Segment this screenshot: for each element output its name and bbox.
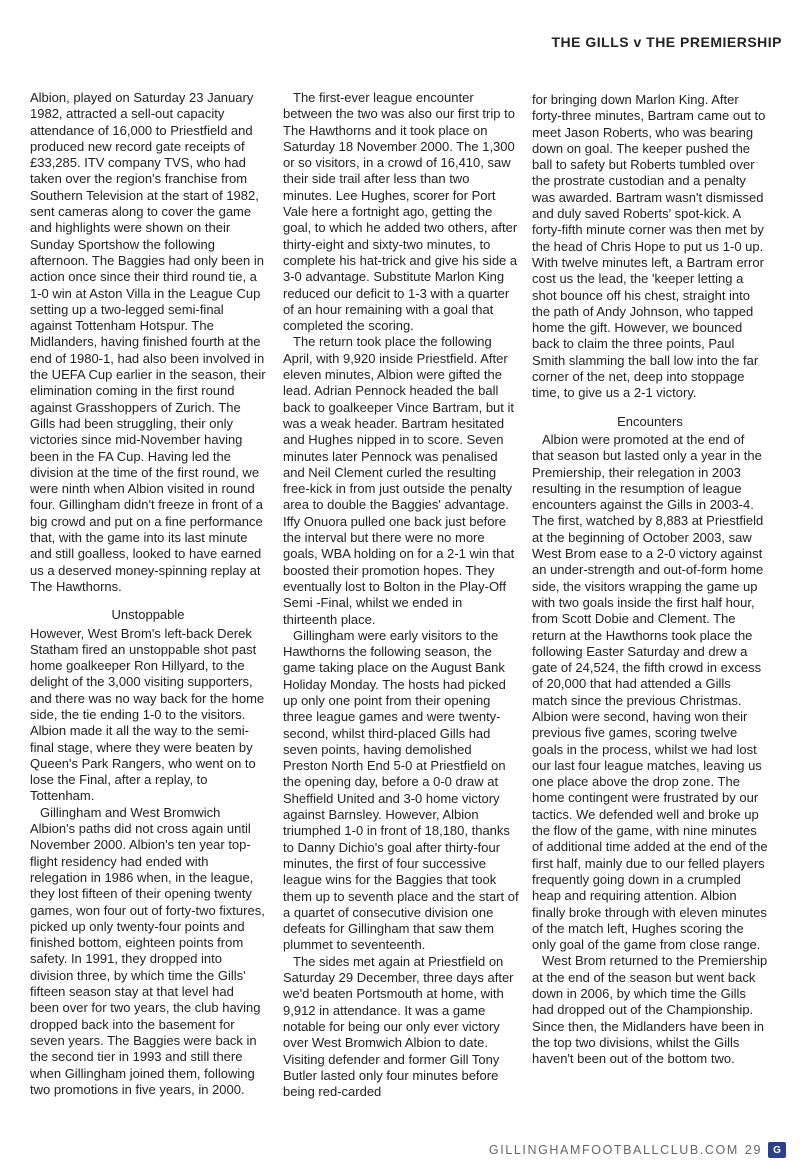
paragraph: However, West Brom's left-back Derek Statham fired an unstoppable shot past home goalkeeper Ron Hillyard, to the delight of the 3,000 visiting supporters, and there was no way back for the home side, the tie ending 1-0 to the visitors. Albion made it all the way to the semi-final stage, where they were beaten by Queen's Park Rangers, who went on to lose the Final, after a replay, to Tottenham. (30, 625, 265, 804)
club-logo-icon: G (768, 1142, 786, 1158)
paragraph: Albion, played on Saturday 23 January 1982, attracted a sell-out capacity attendance of 16,000 to Priestfield and produced new record gate receipts of £33,285. ITV company TVS, who had taken over the region's franchise from Southern Television at the start of 1982, sent cameras along to cover the game and highlights were shown on their Sunday Sportshow the following afternoon. The Baggies had only been in action once since their third round tie, a 1-0 win at Aston Villa in the League Cup setting up a two-legged semi-final against Tottenham Hotspur. The Midlanders, having finished fourth at the end of 1980-1, had also been involved in the UEFA Cup earlier in the season, their elimination coming in the first round against Grasshoppers of Zurich. The Gills had been struggling, their only victories since mid-November having been in the FA Cup. Having led the division at the time of the first round, we were ninth when Albion visited in round four. Gillingham didn't freeze in front of a big crowd and put on a fine performance that, with the game into its last minute and still goalless, looked to have earned us a deserved money-spinning replay at The Hawthorns. (30, 90, 266, 594)
paragraph: Gillingham were early visitors to the Hawthorns the following season, the game taking place on the August Bank Holiday Monday. The hosts had picked up only one point from their opening three league games and were twenty-second, whilst third-placed Gills had seven points, having demolished Preston North End 5-0 at Priestfield on the opening day, before a 0-0 draw at Sheffield United and 3-0 home victory against Barnsley. However, Albion triumphed 1-0 in front of 18,180, thanks to Danny Dichio's goal after thirty-four minutes, the first of four successive league wins for the Baggies that took them up to seventh place and the start of a quartet of consecutive division one defeats for Gillingham that saw them plummet to seventeenth. (283, 627, 519, 953)
column-2 (283, 90, 519, 1100)
column-1 (30, 90, 266, 1098)
page-number: 29 (744, 1143, 762, 1157)
subheading-unstoppable: Unstoppable (111, 607, 185, 623)
paragraph: Gillingham and West Bromwich Albion's paths did not cross again until November 2000. Albion's ten year top-flight residency had ended with relegation in 1986 when, in the league, they lost fifteen of their opening twenty games, won four out of forty-two fixtures, picked up only twenty-four points and finished bottom, eighteen points from safety. In 1991, they dropped into division three, by which time the Gills' fifteen season stay at that level had been over for two years, the club having dropped back into the basement for seven years. The Baggies were back in the second tier in 1993 and still there when Gillingham joined them, following two promotions in five years, in 2000. (30, 804, 265, 1097)
paragraph: for bringing down Marlon King. After forty-three minutes, Bartram came out to meet Jason Roberts, who was bearing down on goal. The keeper pushed the ball to safety but Roberts tumbled over the prostrate custodian and a penalty was awarded. Bartram wasn't dismissed and duly saved Roberts' spot-kick. A forty-fifth minute corner was then met by the head of Chris Hope to put us 1-0 up. With twelve minutes left, a Bartram error cost us the lead, the 'keeper letting a shot bounce off his chest, straight into the path of Andy Johnson, who tapped home the gift. However, we bounced back to claim the three points, Paul Smith slamming the ball low into the far corner of the net, deep into stoppage time, to give us a 2-1 victory. (532, 92, 766, 401)
page-footer (489, 1142, 786, 1158)
paragraph: The return took place the following April, with 9,920 inside Priestfield. After eleven minutes, Albion were gifted the lead. Adrian Pennock headed the ball back to goalkeeper Vince Bartram, but it was a weak header. Bartram hesitated and Hughes nipped in to score. Seven minutes later Pennock was penalised and Neil Clement curled the resulting free-kick in from just outside the penalty area to double the Baggies' advantage. Iffy Onuora pulled one back just before the interval but there were no more goals, WBA holding on for a 2-1 win that boosted their promotion hopes. They eventually lost to Bolton in the Play-Off Semi -Final, whilst we ended in thirteenth place. (283, 334, 515, 627)
column-3 (532, 92, 768, 1068)
paragraph: West Brom returned to the Premiership at the end of the season but went back down in 2006, by which time the Gills had dropped out of the Championship. Since then, the Midlanders have been in the top two divisions, whilst the Gills haven't been out of the bottom two. (532, 953, 768, 1067)
paragraph: Albion were promoted at the end of that season but lasted only a year in the Premiership, their relegation in 2003 resulting in the resumption of league encounters against the Gills in 2003-4. The first, watched by 8,883 at Priestfield at the beginning of October 2003, saw West Brom ease to a 2-0 victory against an under-strength and out-of-form home side, the visitors wrapping the game up with two goals inside the first half hour, from Scott Dobie and Clement. The return at the Hawthorns took place the following Easter Saturday and drew a gate of 24,524, the fifth crowd in excess of 20,000 that had attended a Gills match since the previous Christmas. Albion were second, having won their previous five games, scoring twelve goals in the process, whilst we had lost our last four league matches, leaving us one place above the drop zone. The home contingent were frustrated by our tactics. We defended well and broke up the flow of the game, with nine minutes of additional time added at the end of the first half, mainly due to our felled players frequently going down in a crumpled heap and requiring attention. Albion finally broke through with eleven minutes of the match left, Hughes scoring the only goal of the game from close range. (532, 431, 768, 953)
footer-site: GILLINGHAMFOOTBALLCLUB.COM (488, 1143, 739, 1157)
paragraph: The sides met again at Priestfield on Saturday 29 December, three days after we'd beaten Portsmouth at home, with 9,912 in attendance. It was a game notable for being our only ever victory over West Bromwich Albion to date. Visiting defender and former Gill Tony Butler lasted only four minutes before being red-carded (283, 953, 514, 1100)
paragraph: The first-ever league encounter between the two was also our first trip to The Hawthorns and it took place on Saturday 18 November 2000. The 1,300 or so visitors, in a crowd of 16,410, saw their side trail after less than two minutes. Lee Hughes, scorer for Port Vale here a fortnight ago, getting the goal, to which he added two others, after thirty-eight and sixty-two minutes, to complete his hat-trick and give his side a 3-0 advantage. Substitute Marlon King reduced our deficit to 1-3 with a quarter of an hour remaining with a goal that completed the scoring. (283, 90, 518, 334)
running-header: THE GILLS v THE PREMIERSHIP (551, 34, 782, 50)
subheading-encounters: Encounters (617, 413, 683, 429)
